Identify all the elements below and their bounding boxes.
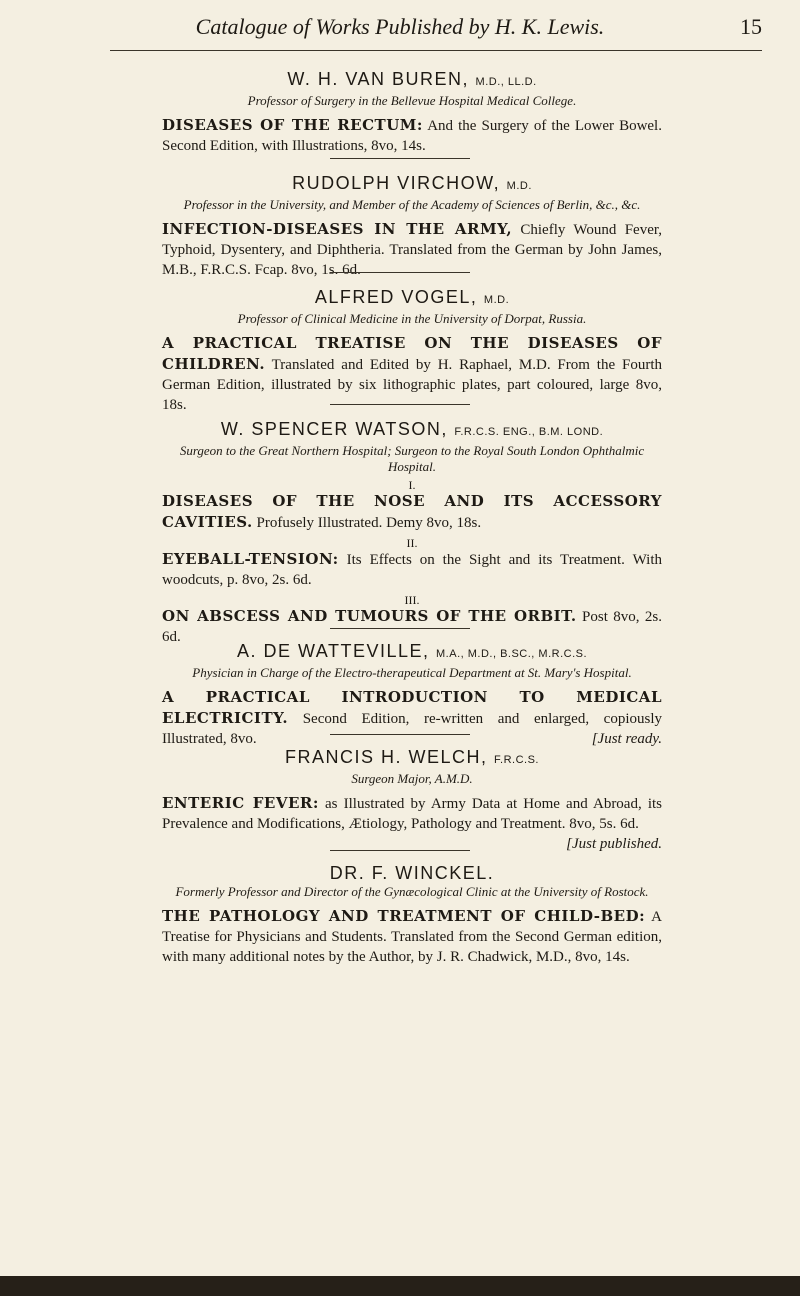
book-listing <box>162 219 662 280</box>
author-name-text: FRANCIS H. WELCH, <box>285 747 488 767</box>
catalogue-entry-watson <box>162 418 662 647</box>
book-title: EYEBALL-TENSION: <box>162 550 339 568</box>
book-title: INFECTION-DISEASES IN THE ARMY, <box>162 220 513 238</box>
book-title: ENTERIC FEVER: <box>162 794 319 812</box>
author-name-text: DR. F. WINCKEL. <box>329 863 495 883</box>
author-degrees: M.D., LL.D. <box>475 76 537 88</box>
author-name-text: RUDOLPH VIRCHOW, <box>292 173 501 193</box>
volume-numeral: I. <box>408 478 416 492</box>
section-divider <box>330 734 470 735</box>
section-divider <box>330 272 470 273</box>
author-affiliation: Physician in Charge of the Electro-therapeutical Department at St. Mary's Hospital. <box>192 665 632 680</box>
author-affiliation: Surgeon to the Great Northern Hospital; Surgeon to the Royal South London Ophthalmic Hospital. <box>179 443 645 474</box>
author-affiliation: Professor of Clinical Medicine in the University of Dorpat, Russia. <box>237 311 587 326</box>
book-description: Its Effects on the Sight and its Treatment. With woodcuts, p. 8vo, 2s. 6d. <box>162 552 662 588</box>
author-degrees: M.D. <box>483 294 510 306</box>
book-listing <box>162 793 662 852</box>
section-divider <box>330 158 470 159</box>
author-name-text: W. H. VAN BUREN, <box>287 69 470 89</box>
author-affiliation: Formerly Professor and Director of the Gynæcological Clinic at the University of Rostock. <box>175 884 649 899</box>
book-listing <box>162 333 662 415</box>
author-affiliation: Professor of Surgery in the Bellevue Hospital Medical College. <box>247 93 577 108</box>
section-divider <box>330 628 470 629</box>
book-description: Second Edition, re-written and enlarged, copiously Illustrated, 8vo. <box>162 711 662 747</box>
catalogue-entry-welch <box>162 746 662 854</box>
author-name <box>162 418 662 443</box>
author-name <box>162 172 662 197</box>
catalogue-entry-vogel <box>162 286 662 415</box>
page-bottom-edge <box>0 1276 800 1296</box>
catalogue-entry-virchow <box>162 172 662 280</box>
author-degrees: M.A., M.D., B.SC., M.R.C.S. <box>436 648 588 660</box>
book-listing <box>162 115 662 156</box>
author-degrees: F.R.C.S. ENG., B.M. LOND. <box>454 426 604 438</box>
book-title: A PRACTICAL INTRODUCTION TO MEDICAL ELECTRICITY. <box>162 688 662 727</box>
book-listing <box>162 491 662 533</box>
publication-status: [Just ready. <box>591 731 662 747</box>
volume-numeral: III. <box>404 593 420 607</box>
catalogue-entry-winckel <box>162 862 662 967</box>
book-description: A Treatise for Physicians and Students. Translated from the Second German edition, with many additional notes by the Author, by J. R. Chadwick, M.D., 8vo, 14s. <box>162 909 662 965</box>
catalogue-entry-van-buren <box>162 68 662 156</box>
running-title: Catalogue of Works Published by H. K. Lewis. <box>195 14 605 39</box>
volume-numeral: II. <box>406 536 418 550</box>
author-name-text: W. SPENCER WATSON, <box>220 419 448 439</box>
header-rule <box>110 50 762 51</box>
author-affiliation: Professor in the University, and Member of the Academy of Sciences of Berlin, &c., &c. <box>183 197 641 212</box>
book-description: as Illustrated by Army Data at Home and Abroad, its Prevalence and Modifications, Ætiology, Pathology and Treatment. 8vo, 5s. 6d. <box>162 796 662 832</box>
page-header <box>0 0 800 58</box>
book-title: DISEASES OF THE RECTUM: <box>162 116 423 134</box>
book-title: THE PATHOLOGY AND TREATMENT OF CHILD-BED: <box>162 907 646 925</box>
catalogue-entry-de-watteville <box>162 640 662 749</box>
author-name <box>162 746 662 771</box>
author-affiliation: Surgeon Major, A.M.D. <box>351 771 473 786</box>
author-degrees: F.R.C.S. <box>494 754 539 766</box>
page-number: 15 <box>740 14 762 39</box>
book-description: Post 8vo, 2s. 6d. <box>162 609 663 645</box>
book-listing <box>162 906 662 967</box>
author-name <box>162 286 662 311</box>
author-name <box>162 640 662 665</box>
book-listing <box>162 687 662 749</box>
publication-status: [Just published. <box>566 836 662 852</box>
author-name-text: ALFRED VOGEL, <box>314 287 478 307</box>
author-name-text: A. DE WATTEVILLE, <box>236 641 430 661</box>
book-description: Translated and Edited by H. Raphael, M.D. From the Fourth German Edition, illustrated by six lithographic plates, part coloured, large 8vo, 18s. <box>162 357 662 413</box>
author-name <box>162 68 662 93</box>
author-name <box>162 862 662 884</box>
section-divider <box>330 850 470 851</box>
book-listing <box>162 549 662 590</box>
author-degrees: M.D. <box>506 180 532 192</box>
book-description: And the Surgery of the Lower Bowel. Second Edition, with Illustrations, 8vo, 14s. <box>162 118 662 154</box>
book-title: ON ABSCESS AND TUMOURS OF THE ORBIT. <box>162 607 577 625</box>
book-title: DISEASES OF THE NOSE AND ITS ACCESSORY CAVITIES. <box>162 492 662 531</box>
book-description: Chiefly Wound Fever, Typhoid, Dysentery, and Diphtheria. Translated from the German by John James, M.B., F.R.C.S. Fcap. 8vo, 1s. 6d. <box>162 222 663 278</box>
section-divider <box>330 404 470 405</box>
book-title: A PRACTICAL TREATISE ON THE DISEASES OF CHILDREN. <box>162 334 662 373</box>
book-description: Profusely Illustrated. Demy 8vo, 18s. <box>256 515 482 531</box>
